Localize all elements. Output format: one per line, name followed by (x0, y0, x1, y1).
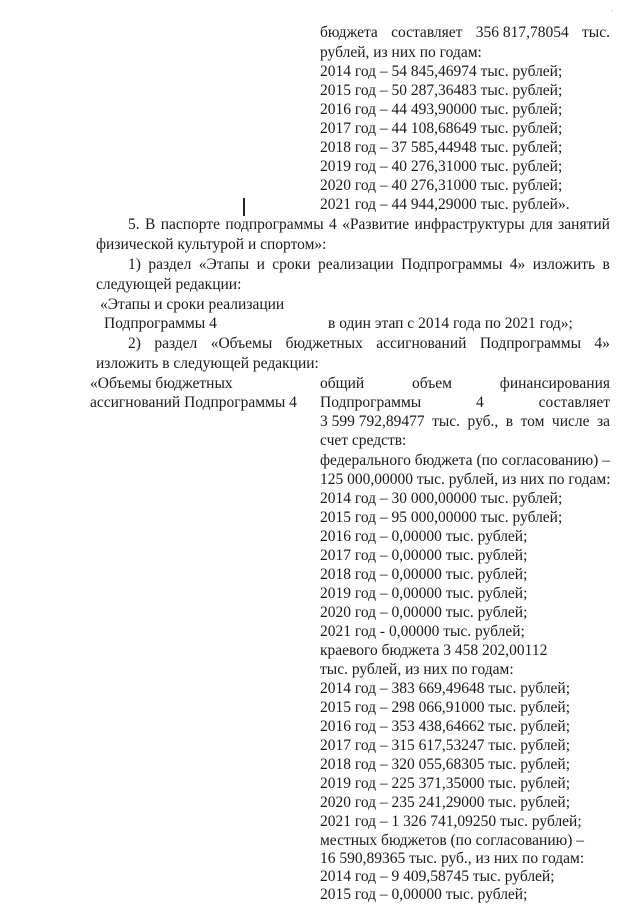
item-2-paragraph: 2) раздел «Объемы бюджетных ассигнований Подпрограммы 4» (128, 335, 610, 352)
text-cursor (243, 198, 245, 216)
top-line: 2016 год – 44 493,90000 тыс. рублей; (320, 101, 563, 118)
volumes-line: тыс. рублей, из них по годам: (320, 661, 514, 678)
scan-speck (612, 10, 613, 11)
federal-budget-row: федерального бюджета (по согласованию) – (320, 452, 610, 469)
item-1-continuation: следующей редакции: (96, 276, 242, 293)
volumes-line: 2018 год – 320 055,68305 тыс. рублей; (320, 756, 571, 773)
volumes-line: 2017 год – 315 617,53247 тыс. рублей; (320, 737, 571, 754)
volumes-line: 2016 год – 0,00000 тыс. рублей; (320, 528, 528, 545)
volumes-line: 2021 год – 1 326 741,09250 тыс. рублей; (320, 813, 582, 830)
volumes-label: «Объемы бюджетных (90, 375, 233, 392)
top-budget-line: бюджета составляет 356 817,78054 тыс. (320, 24, 610, 41)
volumes-total-row: 3 599 792,89477 тыс. руб., в том числе за (320, 413, 610, 430)
top-line: 2020 год – 40 276,31000 тыс. рублей; (320, 177, 563, 194)
volumes-line: 2014 год – 383 669,49648 тыс. рублей; (320, 680, 571, 697)
volumes-line: 2020 год – 0,00000 тыс. рублей; (320, 604, 528, 621)
volumes-line: краевого бюджета 3 458 202,00112 (320, 642, 548, 659)
item-2-continuation: изложить в следующей редакции: (96, 355, 319, 372)
volumes-text-row: счет средств: (320, 432, 407, 449)
volumes-line: 2020 год – 235 241,29000 тыс. рублей; (320, 794, 571, 811)
stages-label: Подпрограммы 4 (104, 315, 217, 332)
volumes-line: 2014 год – 9 409,58745 тыс. рублей; (320, 868, 555, 885)
stages-label: «Этапы и сроки реализации (100, 296, 285, 313)
item-1-paragraph: 1) раздел «Этапы и сроки реализации Подпрограммы 4» изложить в (128, 256, 610, 273)
top-line: 2017 год – 44 108,68649 тыс. рублей; (320, 120, 563, 137)
volumes-line: 16 590,89365 тыс. руб., из них по годам: (320, 850, 585, 867)
top-line: рублей, из них по годам: (320, 44, 482, 61)
volumes-line: 2017 год – 0,00000 тыс. рублей; (320, 547, 528, 564)
volumes-line: 2018 год – 0,00000 тыс. рублей; (320, 566, 528, 583)
top-line: 2018 год – 37 585,44948 тыс. рублей; (320, 139, 563, 156)
stages-value: в один этап с 2014 года по 2021 год»; (328, 315, 573, 332)
volumes-text-row: общий объем финансирования (320, 375, 610, 392)
volumes-line: 2015 год – 95 000,00000 тыс. рублей; (320, 509, 563, 526)
section-5-continuation: физической культурой и спортом»: (96, 236, 327, 253)
volumes-line: 2015 год – 298 066,91000 тыс. рублей; (320, 699, 571, 716)
volumes-line: 2014 год – 30 000,00000 тыс. рублей; (320, 490, 563, 507)
volumes-line: 2019 год – 225 371,35000 тыс. рублей; (320, 775, 571, 792)
top-line: 2019 год – 40 276,31000 тыс. рублей; (320, 158, 563, 175)
top-line: 2021 год – 44 944,29000 тыс. рублей». (320, 196, 570, 213)
volumes-text-row: Подпрограммы 4 составляет (320, 394, 610, 411)
volumes-line: 125 000,00000 тыс. рублей, из них по годам: (320, 471, 611, 488)
section-5-paragraph: 5. В паспорте подпрограммы 4 «Развитие инфраструктуры для занятий (128, 216, 610, 233)
volumes-line: 2016 год – 353 438,64662 тыс. рублей; (320, 718, 571, 735)
volumes-line: 2019 год – 0,00000 тыс. рублей; (320, 585, 528, 602)
top-line: 2014 год – 54 845,46974 тыс. рублей; (320, 63, 563, 80)
volumes-line: 2021 год - 0,00000 тыс. рублей; (320, 623, 525, 640)
volumes-line: местных бюджетов (по согласованию) – (320, 832, 584, 849)
volumes-label: ассигнований Подпрограммы 4 (90, 394, 297, 411)
volumes-line: 2015 год – 0,00000 тыс. рублей; (320, 886, 528, 903)
top-line: 2015 год – 50 287,36483 тыс. рублей; (320, 82, 563, 99)
